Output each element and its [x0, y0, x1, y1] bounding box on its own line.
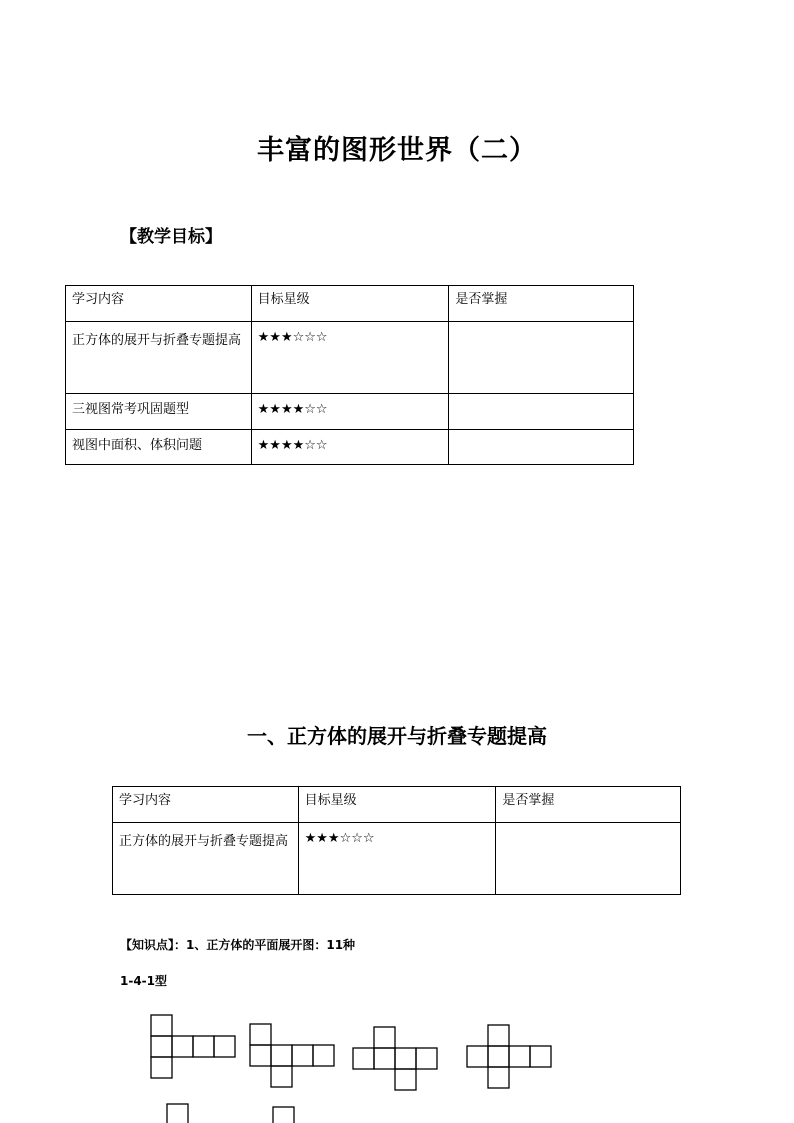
- content-cell: 正方体的展开与折叠专题提高: [66, 322, 252, 394]
- net-type-label: 1-4-1型: [120, 974, 168, 988]
- knowledge-point: 【知识点】：1、正方体的平面展开图：11种: [120, 938, 356, 952]
- stars-cell: ★★★☆☆☆: [251, 322, 449, 394]
- content-cell: 三视图常考巩固题型: [66, 394, 252, 430]
- content-cell: 视图中面积、体积问题: [66, 430, 252, 465]
- page-title: 丰富的图形世界（二）: [257, 135, 537, 166]
- cube-net-3: [353, 1027, 437, 1090]
- cube-net-2: [250, 1024, 334, 1087]
- stars-cell: ★★★★☆☆: [251, 430, 449, 465]
- cube-net-4: [467, 1025, 551, 1088]
- column-header: 是否掌握: [496, 787, 681, 823]
- column-header: 学习内容: [113, 787, 299, 823]
- cube-net-6-partial: [273, 1107, 294, 1123]
- column-header: 目标星级: [251, 286, 449, 322]
- cube-net-1: [151, 1015, 235, 1078]
- objectives-heading: 【教学目标】: [120, 227, 222, 247]
- stars-cell: ★★★☆☆☆: [298, 823, 496, 895]
- column-header: 是否掌握: [449, 286, 634, 322]
- column-header: 学习内容: [66, 286, 252, 322]
- column-header: 目标星级: [298, 787, 496, 823]
- section-title: 一、正方体的展开与折叠专题提高: [247, 724, 547, 748]
- cube-net-5-partial: [167, 1104, 188, 1123]
- stars-cell: ★★★★☆☆: [251, 394, 449, 430]
- content-cell: 正方体的展开与折叠专题提高: [113, 823, 299, 895]
